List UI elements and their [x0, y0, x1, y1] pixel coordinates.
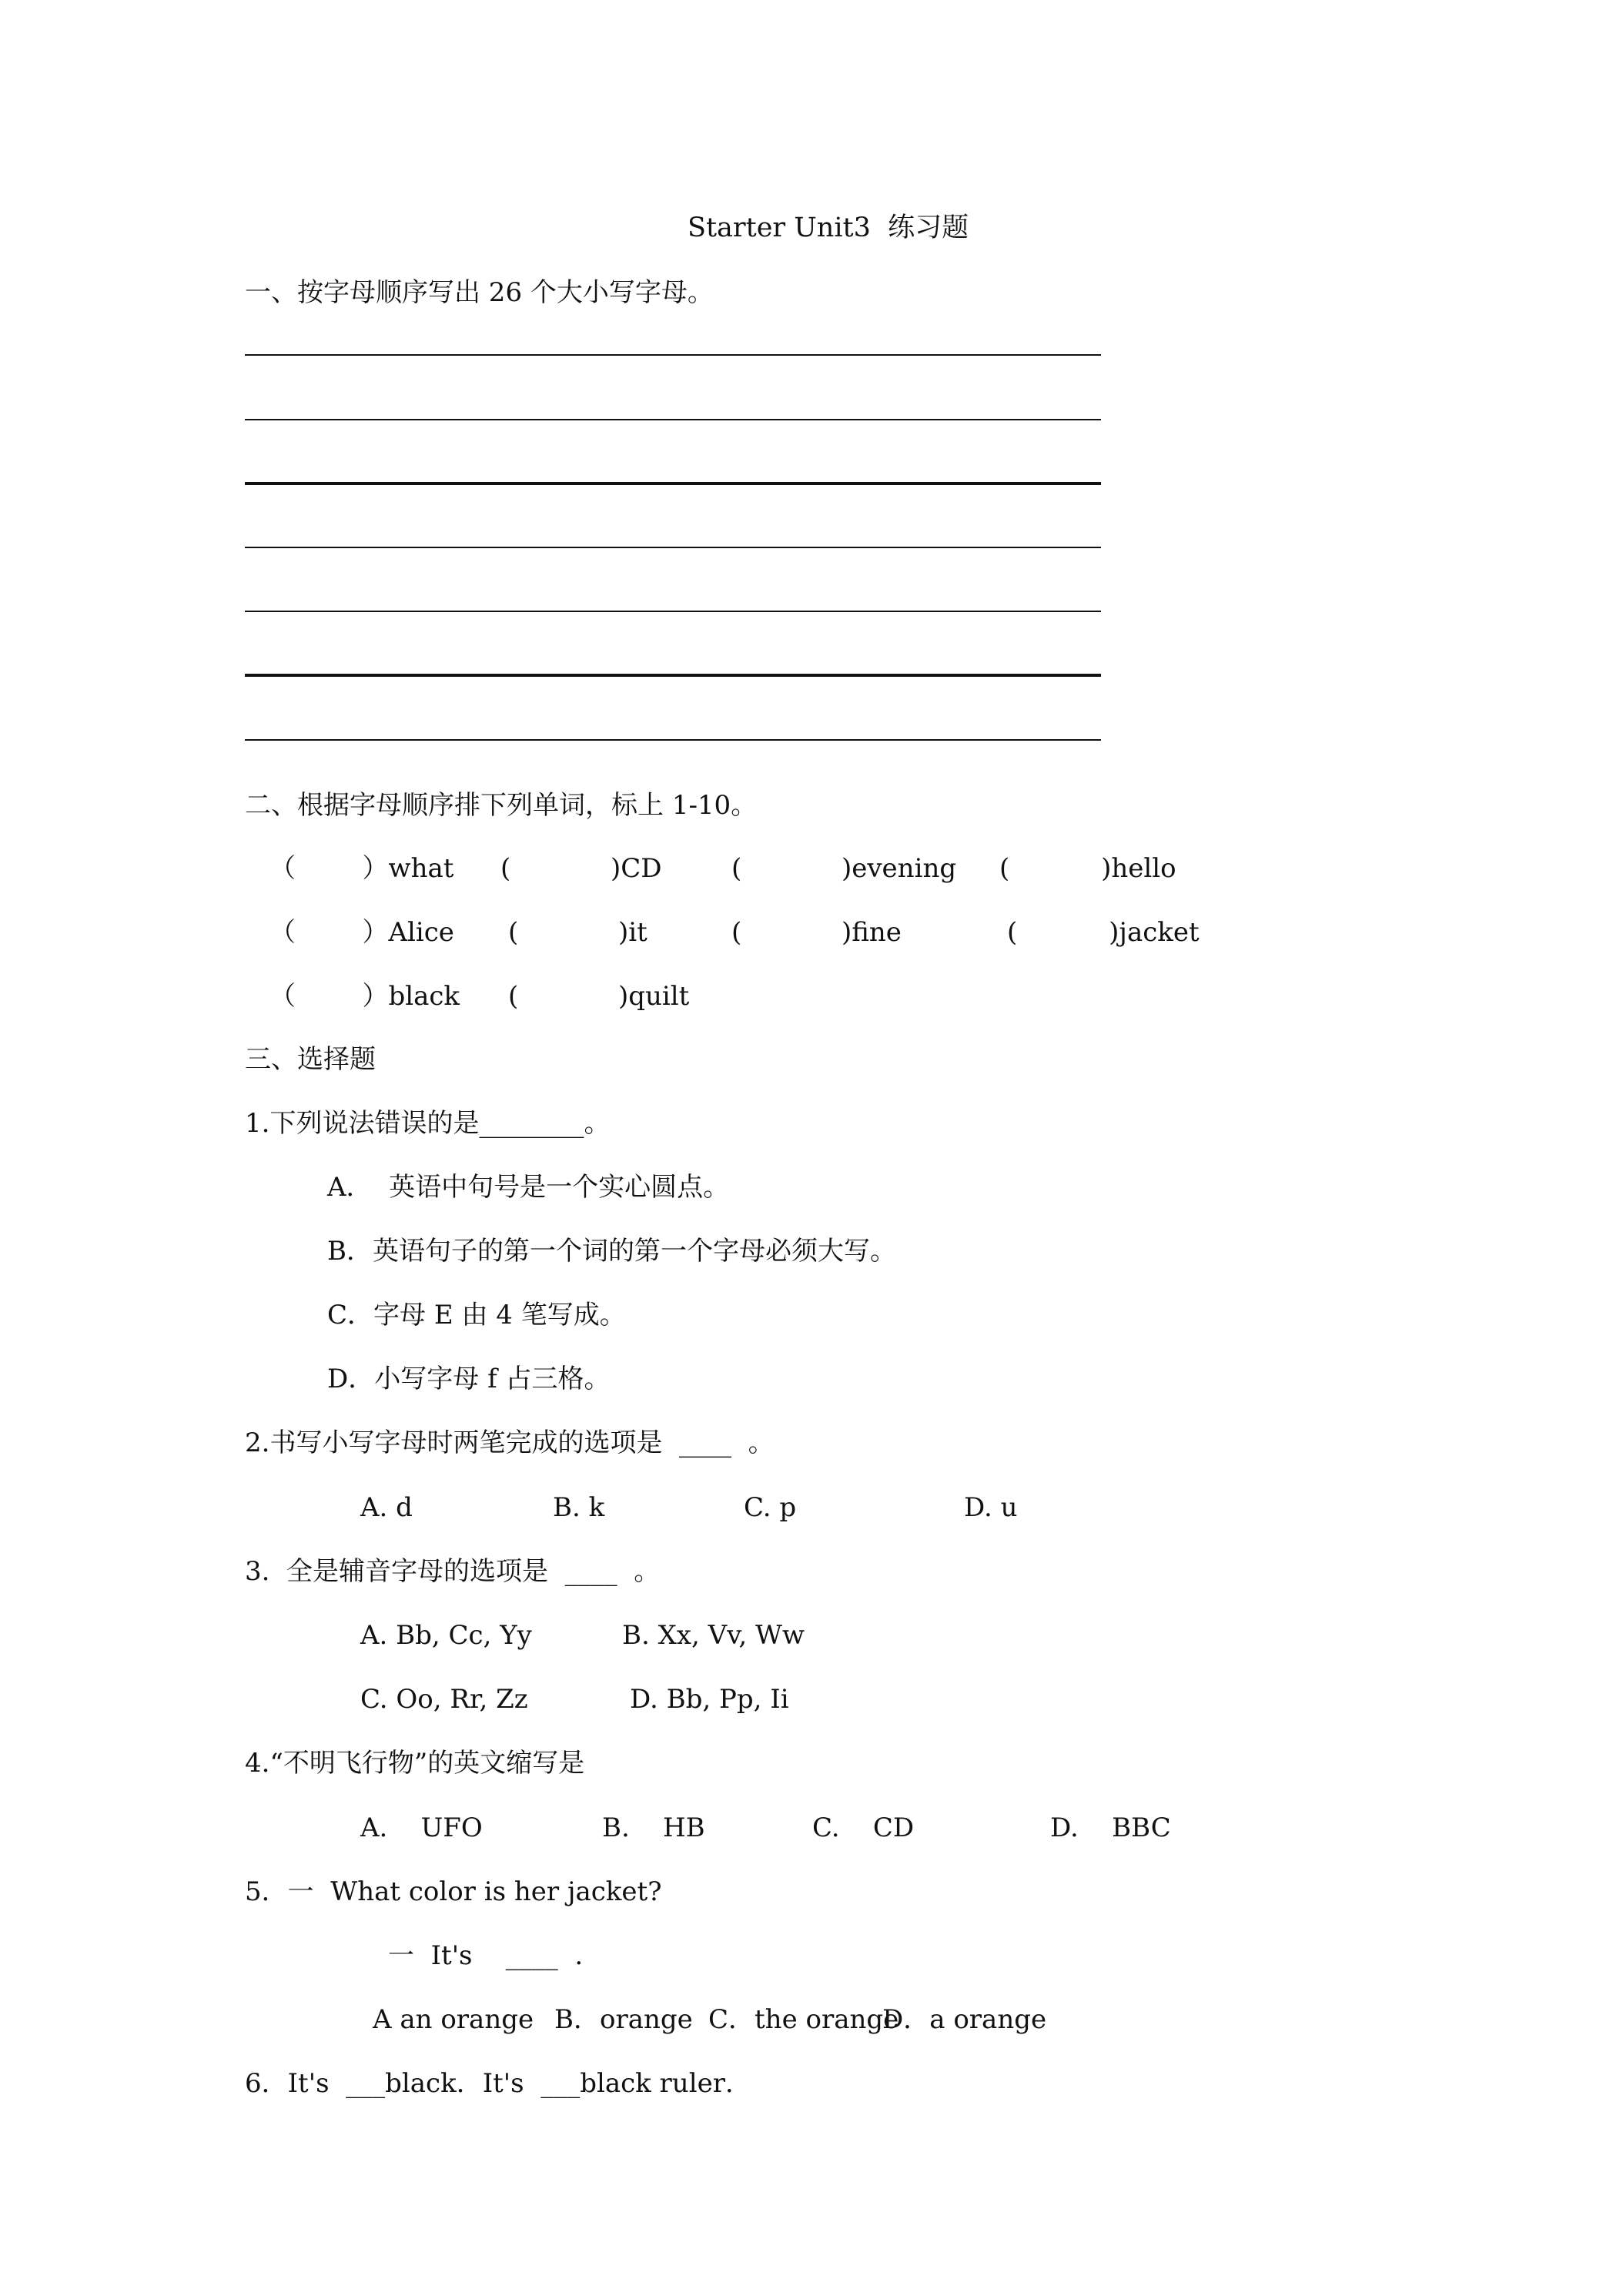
word-item: ( )fine [731, 917, 902, 948]
question-4-option-b: B. HB [602, 1812, 705, 1843]
question-2-option-c: C. p [744, 1492, 797, 1523]
question-4-option-a: A. UFO [360, 1812, 483, 1843]
writing-line [245, 739, 1101, 741]
section2-heading: 二、根据字母顺序排下列单词，标上 1-10。 [245, 790, 758, 821]
question-5-stem: 5．一 What color is her jacket? [245, 1876, 662, 1907]
question-1-option-a: A． 英语中句号是一个实心圆点。 [327, 1172, 730, 1203]
question-4-stem: 4.“不明飞行物”的英文缩写是 [245, 1748, 585, 1779]
question-3-option-b: B. Xx, Vv, Ww [622, 1620, 805, 1651]
word-item: ( )quilt [508, 981, 690, 1012]
question-4-option-c: C. CD [812, 1812, 915, 1843]
word-item: ( )it [508, 917, 648, 948]
question-5-option-d: D．a orange [882, 2004, 1047, 2035]
page-title: Starter Unit3 练习题 [688, 213, 969, 243]
writing-line [245, 674, 1101, 677]
word-item: （ ）what [269, 853, 454, 884]
question-6-stem: 6．It's ___black．It's ___black ruler． [245, 2068, 751, 2099]
section3-heading: 三、选择题 [245, 1044, 376, 1075]
word-item: （ ）Alice [269, 917, 454, 948]
word-item: ( )jacket [1007, 917, 1200, 948]
question-3-stem: 3. 全是辅音字母的选项是 ____ 。 [245, 1556, 661, 1587]
question-1-option-d: D．小写字母 f 占三格。 [327, 1364, 611, 1394]
question-5-answer-line: 一 It's ____ . [388, 1940, 584, 1971]
question-2-option-d: D. u [964, 1492, 1018, 1523]
writing-line [245, 354, 1101, 356]
section1-heading: 一、按字母顺序写出 26 个大小写字母。 [245, 277, 714, 308]
question-3-option-a: A. Bb, Cc, Yy [360, 1620, 532, 1651]
question-5-option-b: B．orange [554, 2004, 693, 2035]
question-2-stem: 2.书写小写字母时两笔完成的选项是 ____ 。 [245, 1427, 775, 1458]
question-4-option-d: D. BBC [1050, 1812, 1171, 1843]
question-5-option-a: A an orange [373, 2004, 534, 2035]
writing-line [245, 482, 1101, 485]
question-2-option-b: B. k [553, 1492, 605, 1523]
writing-line [245, 547, 1101, 548]
word-item: ( )hello [999, 853, 1176, 884]
question-3-option-d: D. Bb, Pp, Ii [630, 1684, 789, 1715]
word-item: （ ）black [269, 981, 460, 1012]
writing-line [245, 419, 1101, 420]
writing-line [245, 611, 1101, 612]
question-1-option-c: C．字母 E 由 4 笔写成。 [327, 1300, 626, 1330]
question-3-option-c: C. Oo, Rr, Zz [360, 1684, 528, 1715]
word-item: ( )evening [731, 853, 957, 884]
question-1-option-b: B．英语句子的第一个词的第一个字母必须大写。 [327, 1236, 896, 1267]
question-5-option-c: C．the orange [708, 2004, 899, 2035]
word-item: ( )CD [500, 853, 662, 884]
question-1-stem: 1.下列说法错误的是________。 [245, 1108, 611, 1139]
question-2-option-a: A. d [360, 1492, 413, 1523]
